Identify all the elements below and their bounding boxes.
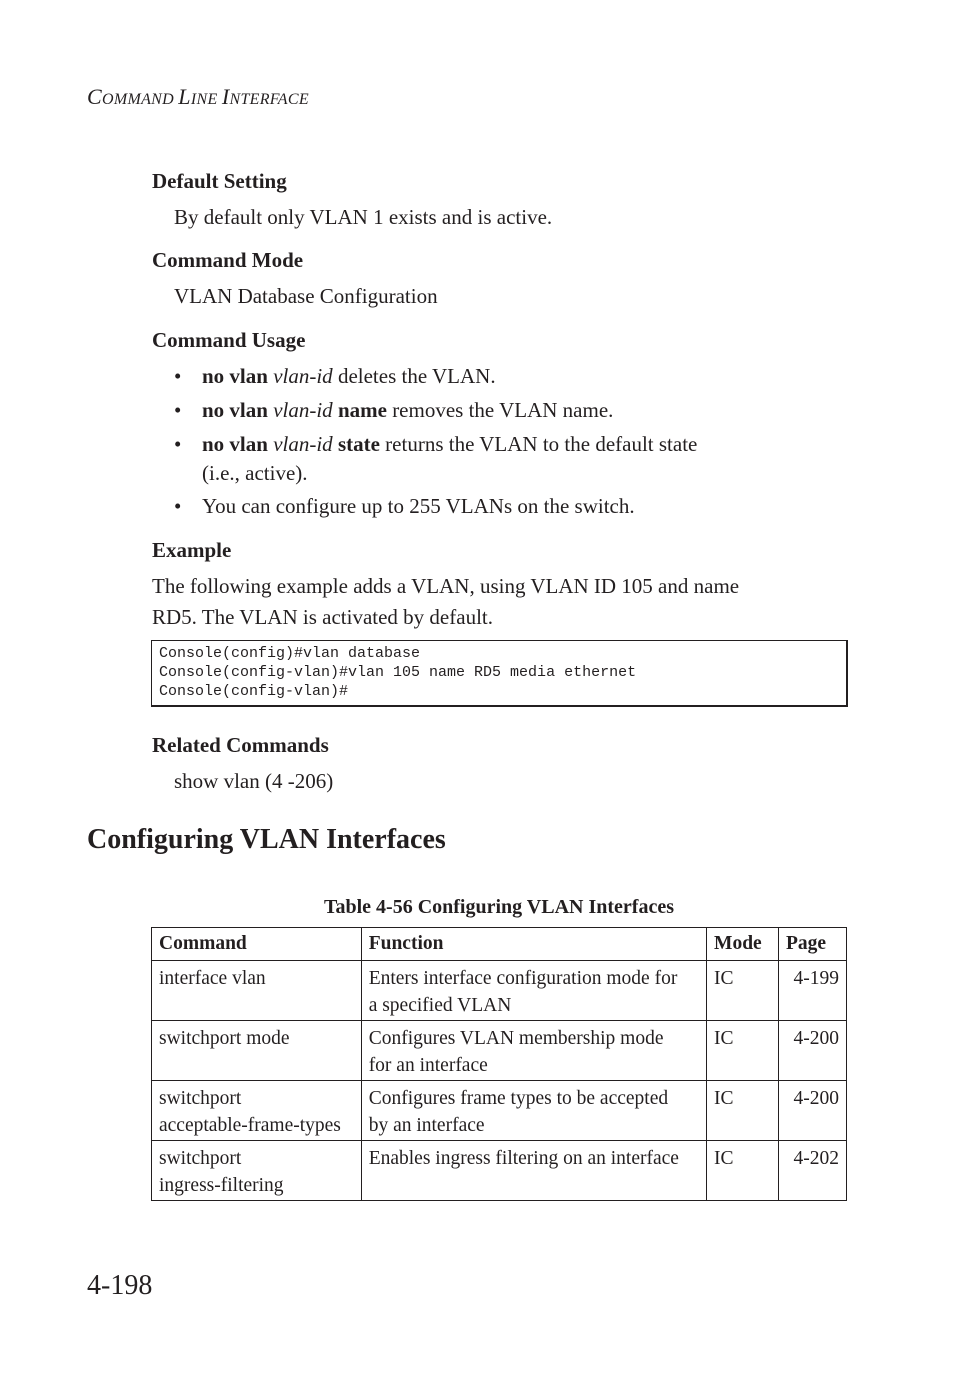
bullet-parameter: vlan-id — [273, 398, 333, 422]
bullet-marker: • — [174, 364, 182, 388]
running-header — [87, 84, 309, 110]
example-text-line: RD5. The VLAN is activated by default. — [152, 605, 493, 629]
page-cell: 4-200 — [779, 1081, 847, 1141]
bullet-keyword: no vlan — [202, 432, 274, 456]
bullet-item — [202, 432, 697, 457]
bullet-parameter: vlan-id — [273, 432, 333, 456]
mode-cell: IC — [707, 961, 779, 1021]
section-title: Configuring VLAN Interfaces — [87, 824, 446, 855]
bullet-description: removes the VLAN name. — [386, 398, 614, 422]
code-line: Console(config-vlan)#vlan 105 name RD5 media ethernet — [159, 664, 637, 681]
table-row — [152, 1081, 847, 1141]
code-line: Console(config-vlan)# — [159, 683, 349, 700]
mode-cell: IC — [707, 1081, 779, 1141]
command-cell — [152, 1141, 362, 1201]
commands-table — [151, 927, 847, 1201]
bullet-continuation: (i.e., active). — [202, 461, 308, 485]
function-cell — [361, 1021, 706, 1081]
command-cell — [152, 1081, 362, 1141]
code-line: Console(config)#vlan database — [159, 645, 421, 662]
bullet-item: You can configure up to 255 VLANs on the switch. — [202, 494, 635, 518]
default-setting-heading: Default Setting — [152, 169, 287, 193]
related-command-link[interactable]: show vlan (4 -206) — [174, 769, 334, 793]
function-text: a specified VLAN — [368, 995, 512, 1016]
code-example-box — [151, 640, 848, 707]
running-header-part: NTERFACE — [229, 91, 309, 108]
running-header-part: C — [87, 84, 102, 109]
page-cell: 4-202 — [779, 1141, 847, 1201]
table-row — [152, 961, 847, 1021]
function-text: Configures VLAN membership mode — [368, 1028, 664, 1049]
function-cell — [361, 1141, 706, 1201]
command-usage-heading: Command Usage — [152, 328, 306, 352]
column-header: Command — [152, 928, 362, 961]
page-number: 4-198 — [87, 1270, 153, 1301]
mode-cell: IC — [707, 1021, 779, 1081]
bullet-keyword: no vlan — [202, 398, 274, 422]
bullet-parameter: vlan-id — [273, 364, 333, 388]
command-text: switchport mode — [159, 1028, 290, 1049]
table-header-row — [152, 928, 847, 961]
bullet-description: deletes the VLAN. — [332, 364, 496, 388]
running-header-part: I — [221, 84, 230, 109]
column-header: Mode — [707, 928, 779, 961]
bullet-keyword: no vlan — [202, 364, 274, 388]
bullet-marker: • — [174, 398, 182, 422]
bullet-description: returns the VLAN to the default state — [379, 432, 698, 456]
bullet-item — [202, 398, 613, 423]
function-cell — [361, 961, 706, 1021]
mode-cell: IC — [707, 1141, 779, 1201]
running-header-part: OMMAND — [101, 91, 179, 108]
command-text: switchport — [159, 1148, 242, 1169]
bullet-marker: • — [174, 432, 182, 456]
bullet-marker: • — [174, 494, 182, 518]
table-row — [152, 1141, 847, 1201]
table-caption: Table 4-56 Configuring VLAN Interfaces — [323, 896, 674, 918]
function-text: for an interface — [368, 1055, 488, 1076]
command-mode-text: VLAN Database Configuration — [174, 284, 438, 308]
column-header: Function — [361, 928, 706, 961]
command-text: ingress-filtering — [159, 1175, 284, 1196]
command-text: acceptable-frame-types — [159, 1115, 341, 1136]
bullet-item — [202, 364, 496, 389]
function-text: by an interface — [368, 1115, 485, 1136]
function-text: Configures frame types to be accepted — [368, 1088, 669, 1109]
column-header: Page — [779, 928, 847, 961]
related-commands-heading: Related Commands — [152, 733, 329, 757]
example-text-line: The following example adds a VLAN, using VLAN ID 105 and name — [152, 574, 740, 598]
command-mode-heading: Command Mode — [152, 248, 304, 272]
bullet-keyword: name — [332, 398, 387, 422]
running-header-part: INE — [190, 91, 222, 108]
function-text: Enables ingress filtering on an interface — [368, 1148, 679, 1169]
bullet-keyword: state — [332, 432, 380, 456]
command-text: interface vlan — [159, 968, 266, 989]
example-heading: Example — [152, 538, 232, 562]
default-setting-text: By default only VLAN 1 exists and is active. — [174, 205, 553, 229]
running-header-part: L — [178, 84, 191, 109]
table-row — [152, 1021, 847, 1081]
function-cell — [361, 1081, 706, 1141]
page-cell: 4-200 — [779, 1021, 847, 1081]
function-text: Enters interface configuration mode for — [368, 968, 678, 989]
command-cell — [152, 1021, 362, 1081]
command-cell — [152, 961, 362, 1021]
page-cell: 4-199 — [779, 961, 847, 1021]
command-text: switchport — [159, 1088, 242, 1109]
